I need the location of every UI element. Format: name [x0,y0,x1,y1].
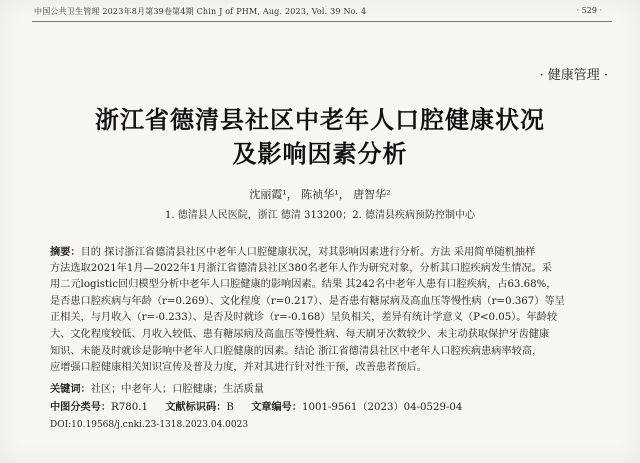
header-rule [32,21,612,22]
keywords-label: 关键词： [50,383,91,395]
doc-code-label: 文献标识码： [165,401,227,413]
abstract-line: 知识、未能及时就诊是影响中老年人口腔健康的因素。结论 浙江省德清县社区中老年人口腔疾病患病率较高， [50,345,543,357]
title-line-2: 及影响因素分析 [232,139,408,168]
authors: 沈丽霞¹， 陈祯华¹， 唐智华² [249,188,391,201]
abstract [50,244,606,377]
article-number-value: 1001-9561（2023）04-0529-04 [302,402,463,413]
affiliations: 1. 德清县人民医院，浙江 德清 313200；2. 德清县疾病预防控制中心 [165,210,475,221]
doi: DOI:10.19568/j.cnki.23-1318.2023.04.0023 [50,420,249,430]
abstract-line: 正相关，与月收入（r=-0.233）、是否及时就诊（r=-0.168）呈负相关，差异有统计学意义（P<0.05）。年龄较 [50,312,558,324]
journal-citation: 中国公共卫生管理 2023年8月第39卷第4期 Chin J of PHM, Aug. 2023, Vol. 39 No. 4 [34,7,367,16]
abstract-label: 摘要： [50,246,81,258]
keywords-text: 社区；中老年人；口腔健康；生活质量 [90,384,264,395]
title-line-1: 浙江省德清县社区中老年人口腔健康状况 [95,105,545,134]
abstract-line [50,244,606,261]
abstract-line: 大、文化程度较低、月收入较低、患有糖尿病及高血压等慢性病、每天刷牙次数较少、未主动获取保护牙齿健康 [50,328,550,340]
clc-value: R780.1 [111,402,148,413]
keywords [50,381,606,398]
abstract-line: 用二元logistic回归模型分析中老年人口腔健康的影响因素。结果 其242名中老年人患有口腔疾病，占63.68%， [50,279,557,291]
section-label: · 健康管理 · [539,68,608,83]
page-number: · 529 · [576,6,602,15]
classification [50,399,606,416]
classification-row [50,399,606,416]
abstract-line: 方法选取2021年1月—2022年1月浙江省德清县社区380名老年人作为研究对象，分析其口腔疾病发生情况。采 [50,262,552,274]
article-number-label: 文章编号： [251,401,303,413]
abstract-line: 是否患口腔疾病与年龄（r=0.269）、文化程度（r=0.217）、是否患有糖尿病及高血压等慢性病（r=0.367）等呈 [50,295,565,307]
doc-code-value: B [226,402,234,413]
clc-label: 中图分类号： [50,401,112,413]
running-header [0,6,640,20]
abstract-text: 目的 探讨浙江省德清县社区中老年人口腔健康状况，对其影响因素进行分析。方法 采用简单随机抽样 [80,247,536,258]
keywords-row [50,381,606,398]
abstract-line: 应增强口腔健康相关知识宣传及普及力度，并对其进行针对性干预，改善患者预后。 [50,362,427,374]
